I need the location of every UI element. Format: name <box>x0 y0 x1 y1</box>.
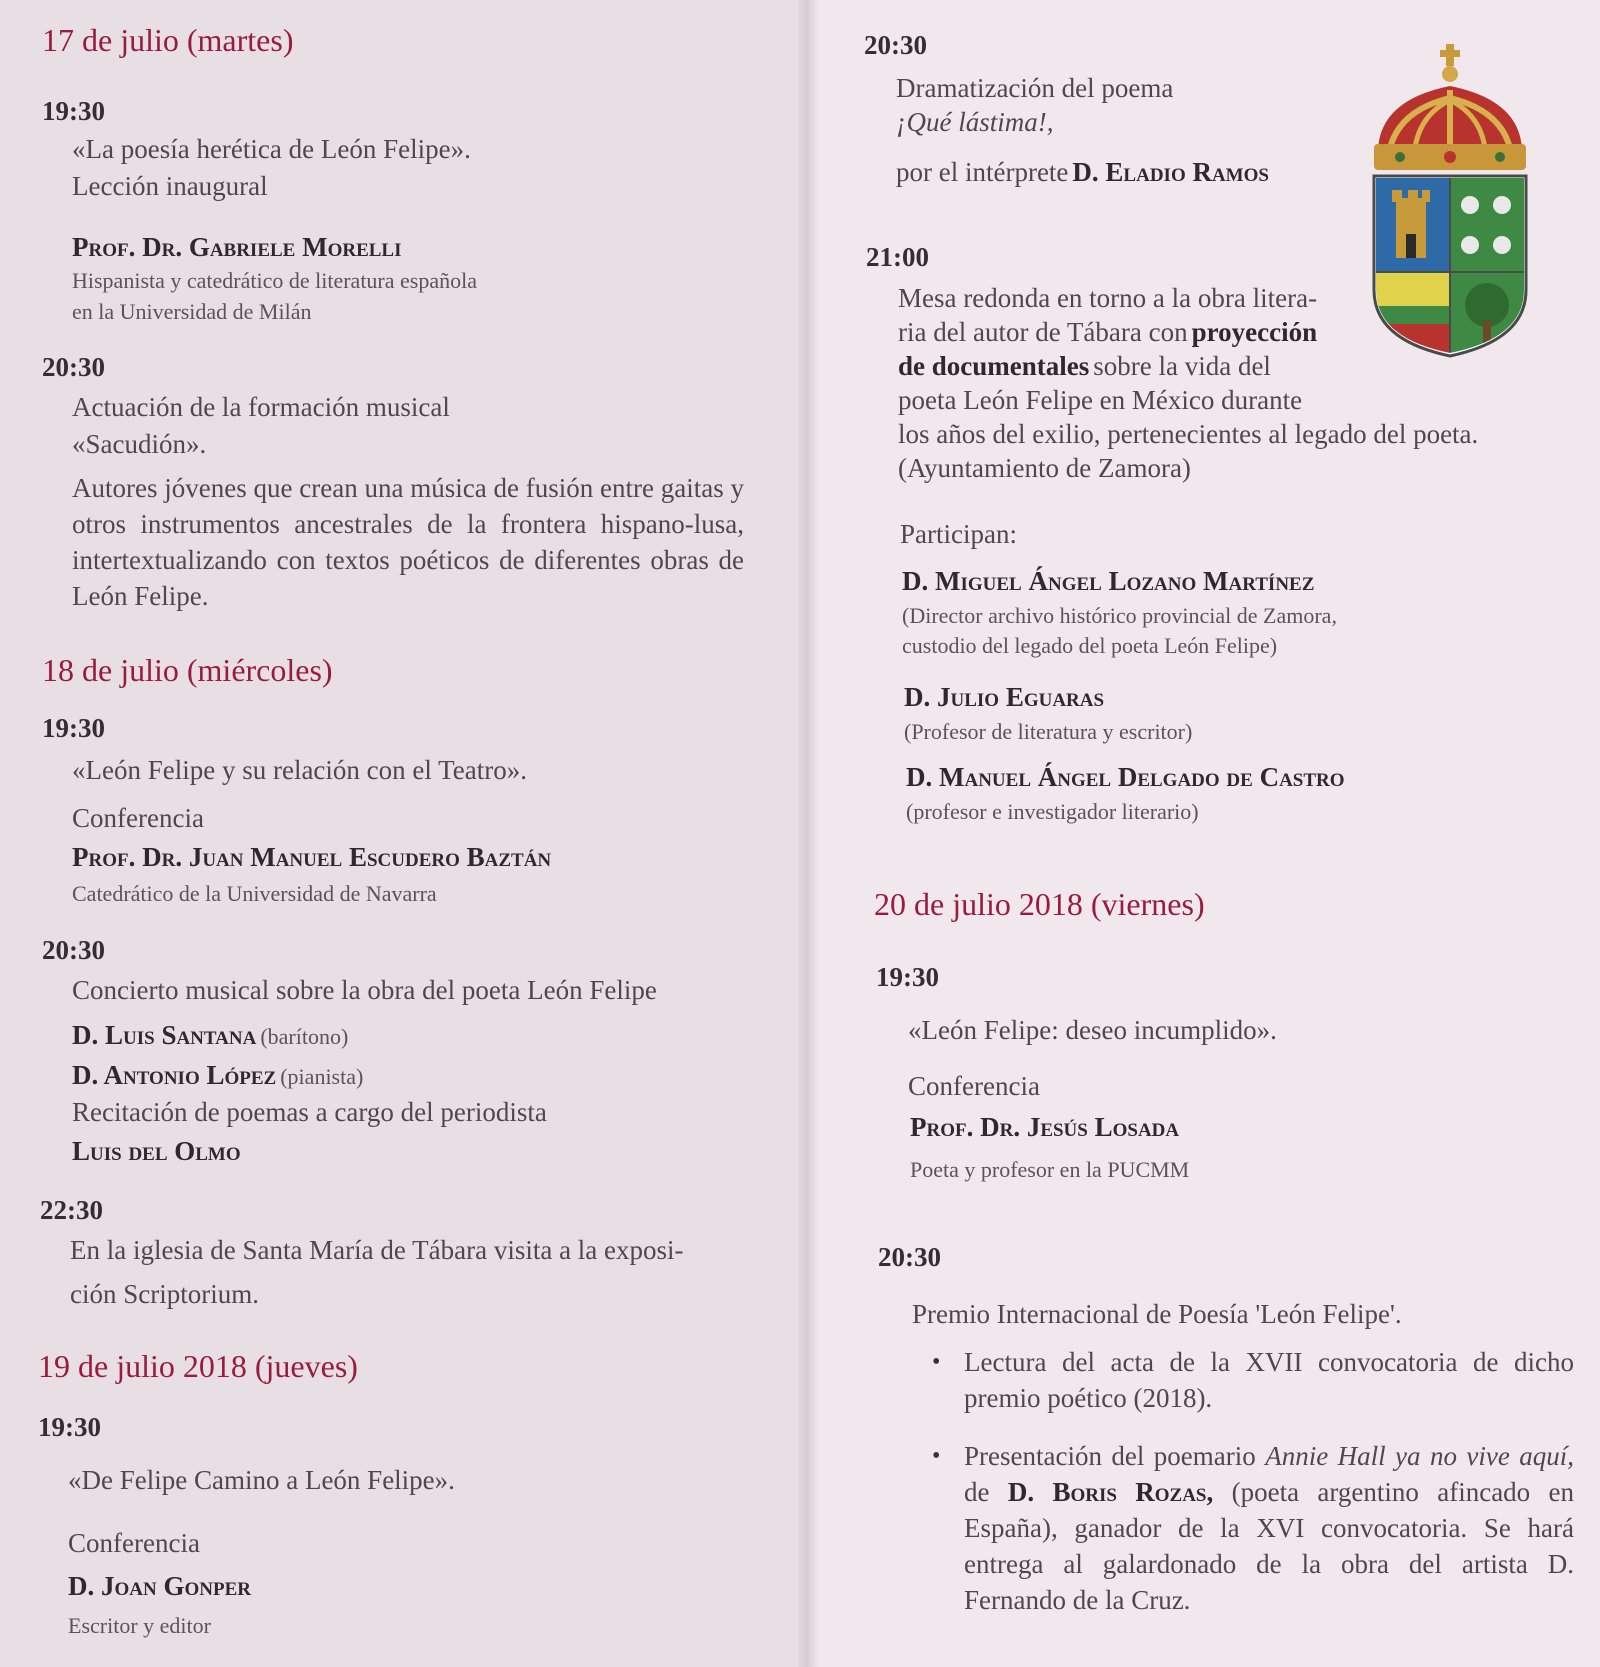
day-heading-19: 19 de julio 2018 (jueves) <box>38 1348 358 1384</box>
event-text: ción Scriptorium. <box>70 1279 259 1309</box>
speaker-role: Poeta y profesor en la PUCMM <box>910 1157 1190 1182</box>
participant-name: D. Manuel Ángel Delgado de Castro <box>906 762 1345 792</box>
time-label: 19:30 <box>42 96 105 126</box>
speaker-role: Hispanista y catedrático de literatura española <box>72 268 477 293</box>
coat-of-arms-icon <box>1360 40 1540 360</box>
roundtable-line <box>898 348 1271 384</box>
performer-role: (pianista) <box>280 1064 364 1089</box>
poem-title: ¡Qué lástima!, <box>896 107 1054 137</box>
time-label: 20:30 <box>878 1242 941 1272</box>
time-label: 19:30 <box>38 1412 101 1442</box>
event-subtitle: Conferencia <box>68 1528 200 1558</box>
event-title: Dramatización del poema <box>896 73 1174 103</box>
day-heading-17: 17 de julio (martes) <box>42 22 294 58</box>
performer-prefix: por el intérprete <box>896 157 1069 187</box>
event-title: «Sacudión». <box>72 429 207 459</box>
time-label: 20:30 <box>864 30 927 60</box>
event-title: Concierto musical sobre la obra del poeta León Felipe <box>72 975 657 1005</box>
participant-role: custodio del legado del poeta León Felipe) <box>902 633 1278 658</box>
performer-line <box>72 1060 363 1092</box>
performer-name: D. Antonio López <box>72 1060 277 1090</box>
event-subtitle: Lección inaugural <box>72 171 268 201</box>
recital-text: Recitación de poemas a cargo del periodista <box>72 1097 547 1127</box>
time-label: 22:30 <box>40 1195 103 1225</box>
speaker-role: Escritor y editor <box>68 1613 211 1638</box>
event-description: Autores jóvenes que crean una música de fusión entre gaitas y otros instrumentos ancestrales de la frontera hispano-lusa, intertextualizando con textos poéticos de diferentes obras de León Felipe. <box>72 473 744 611</box>
performer-line <box>896 154 1269 190</box>
speaker-name: D. Joan Gonper <box>68 1571 251 1601</box>
page-fold <box>798 0 818 1667</box>
roundtable-line: Mesa redonda en torno a la obra litera- <box>898 283 1318 313</box>
participant-role: (Profesor de literatura y escritor) <box>904 719 1193 744</box>
roundtable-text: sobre la vida del <box>1093 351 1271 381</box>
time-label: 20:30 <box>42 935 105 965</box>
roundtable-emphasis: de documentales <box>898 351 1090 381</box>
event-title: «León Felipe y su relación con el Teatro». <box>72 755 527 785</box>
book-title: Annie Hall ya no vive aquí, <box>1265 1441 1575 1471</box>
list-item <box>924 1344 1574 1416</box>
event-subtitle: Conferencia <box>72 803 204 833</box>
participant-role: (profesor e investigador literario) <box>906 799 1199 824</box>
speaker-name: Prof. Dr. Jesús Losada <box>910 1112 1180 1142</box>
participant-name: D. Julio Eguaras <box>904 682 1105 712</box>
event-title: «León Felipe: deseo incumplido». <box>908 1015 1277 1045</box>
roundtable-line: poeta León Felipe en México durante <box>898 385 1303 415</box>
roundtable-line <box>898 314 1317 350</box>
time-label: 19:30 <box>42 713 105 743</box>
event-title: Actuación de la formación musical <box>72 392 450 422</box>
time-label: 20:30 <box>42 352 105 382</box>
participant-role: (Director archivo histórico provincial de Zamora, <box>902 603 1337 628</box>
participants-label: Participan: <box>900 519 1017 549</box>
event-title: «De Felipe Camino a León Felipe». <box>68 1465 455 1495</box>
time-label: 21:00 <box>866 242 929 272</box>
award-list <box>924 1344 1574 1618</box>
performer-line <box>72 1020 348 1052</box>
event-text: En la iglesia de Santa María de Tábara visita a la exposi- <box>70 1235 684 1265</box>
list-item-text: Presentación del poemario <box>964 1441 1256 1471</box>
day-heading-20: 20 de julio 2018 (viernes) <box>874 886 1205 922</box>
list-item <box>924 1438 1574 1618</box>
event-title: Premio Internacional de Poesía 'León Felipe'. <box>912 1299 1402 1329</box>
roundtable-line: los años del exilio, pertenecientes al legado del poeta. <box>898 419 1479 449</box>
performer-name: D. Eladio Ramos <box>1072 157 1269 187</box>
event-title: «La poesía herética de León Felipe». <box>72 134 471 164</box>
speaker-role: en la Universidad de Milán <box>72 299 312 324</box>
event-subtitle: Conferencia <box>908 1071 1040 1101</box>
speaker-name: Prof. Dr. Gabriele Morelli <box>72 232 402 262</box>
time-label: 19:30 <box>876 962 939 992</box>
day-heading-18: 18 de julio (miércoles) <box>42 652 333 688</box>
recital-name: Luis del Olmo <box>72 1136 241 1166</box>
performer-name: D. Luis Santana <box>72 1020 257 1050</box>
roundtable-emphasis: proyección <box>1191 317 1318 347</box>
performer-role: (barítono) <box>260 1024 349 1049</box>
list-item-text: de <box>964 1477 990 1507</box>
roundtable-line: (Ayuntamiento de Zamora) <box>898 453 1191 483</box>
participant-name: D. Miguel Ángel Lozano Martínez <box>902 566 1315 596</box>
speaker-role: Catedrático de la Universidad de Navarra <box>72 881 437 906</box>
speaker-name: Prof. Dr. Juan Manuel Escudero Baztán <box>72 842 552 872</box>
author-name: D. Boris Rozas, <box>1007 1477 1214 1507</box>
list-item-text: Lectura del acta de la XVII convocatoria de dicho premio poético (2018). <box>964 1347 1574 1413</box>
list-item-text: (poeta argentino afincado en España), ganador de la XVI convocatoria. Se hará entrega al galardonado de la obra del artista D. Fernando de la Cruz. <box>964 1477 1575 1615</box>
roundtable-text: ria del autor de Tábara con <box>898 317 1188 347</box>
